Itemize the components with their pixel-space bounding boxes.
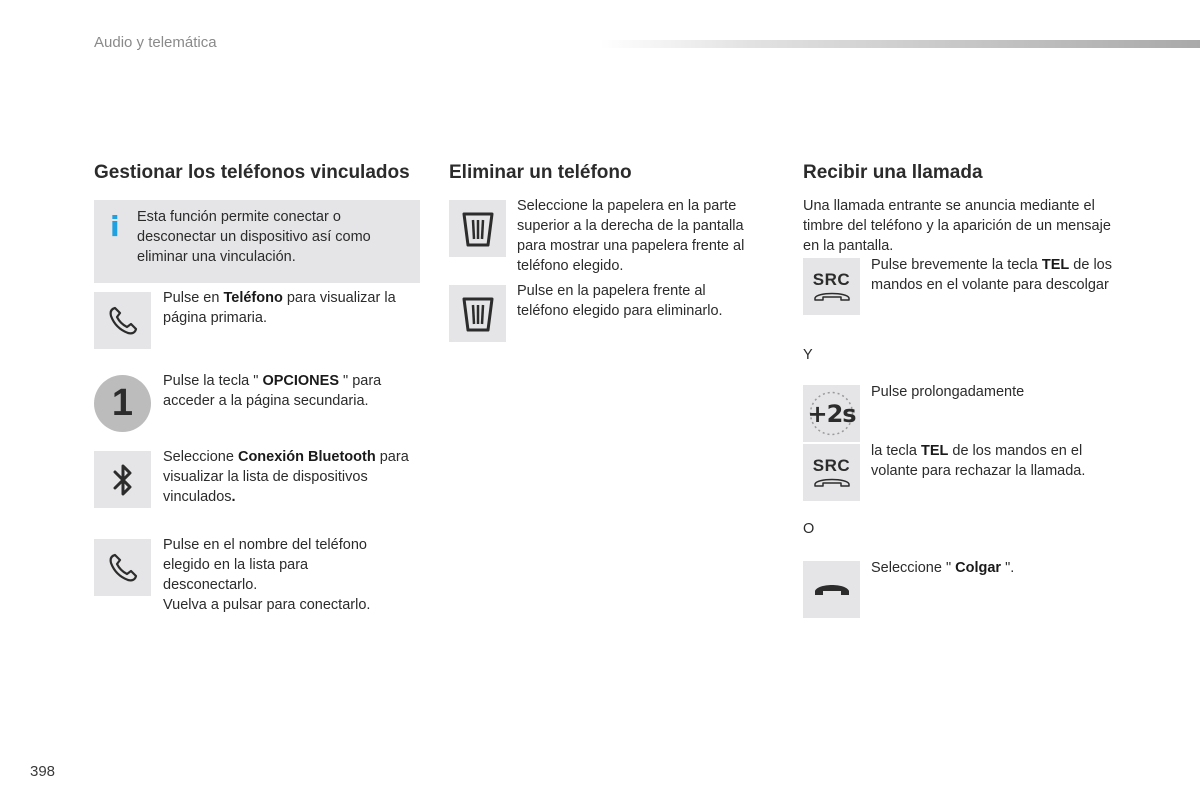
- section-title: Audio y telemática: [94, 34, 217, 51]
- hang-up-icon: [803, 561, 860, 618]
- step-disconnect-text: Pulse en el nombre del teléfono elegido en la lista para desconectarlo. Vuelva a pulsar para conectarlo.: [163, 537, 371, 613]
- separator-y: Y: [803, 347, 813, 363]
- phone-handset-icon: [94, 292, 151, 349]
- press-hold-icon: +2s: [803, 385, 860, 442]
- trash-icon: [449, 200, 506, 257]
- separator-o: O: [803, 521, 815, 537]
- heading-manage-phones: Gestionar los teléfonos vinculados: [94, 162, 410, 183]
- src-button-icon: SRC: [803, 444, 860, 501]
- step-telefono-text: Pulse en Teléfono para visualizar la página primaria.: [163, 290, 396, 326]
- info-note-box: [94, 200, 420, 283]
- src-button-icon: SRC: [803, 258, 860, 315]
- step-long-press-text: Pulse prolongadamente: [871, 384, 1025, 400]
- info-note-text: Esta función permite conectar o desconectar un dispositivo así como eliminar una vinculación.: [137, 209, 371, 265]
- step-reject-text: la tecla TEL de los mandos en el volante para rechazar la llamada.: [871, 443, 1086, 479]
- heading-receive-call: Recibir una llamada: [803, 162, 983, 183]
- page-number: 398: [30, 763, 56, 780]
- step-select-trash-text: Seleccione la papelera en la parte superior a la derecha de la pantalla para mostrar una papelera frente al teléfono elegido.: [517, 198, 745, 274]
- step-number-icon: 1: [94, 375, 151, 432]
- step-colgar-text: Seleccione " Colgar ".: [871, 560, 1015, 576]
- step-answer-text: Pulse brevemente la tecla TEL de los mandos en el volante para descolgar: [871, 257, 1112, 293]
- trash-icon: [449, 285, 506, 342]
- receive-call-intro: Una llamada entrante se anuncia mediante el timbre del teléfono y la aparición de un mensaje en la pantalla.: [803, 198, 1111, 254]
- step-opciones-text: Pulse la tecla " OPCIONES " para acceder a la página secundaria.: [163, 373, 382, 409]
- header-gradient-bar: [600, 40, 1200, 48]
- bluetooth-icon: [94, 451, 151, 508]
- step-bluetooth-text: Seleccione Conexión Bluetooth para visualizar la lista de dispositivos vinculados.: [163, 449, 409, 505]
- phone-handset-icon: [94, 539, 151, 596]
- info-icon: i: [110, 210, 120, 243]
- heading-delete-phone: Eliminar un teléfono: [449, 162, 632, 183]
- step-delete-text: Pulse en la papelera frente al teléfono elegido para eliminarlo.: [517, 283, 723, 319]
